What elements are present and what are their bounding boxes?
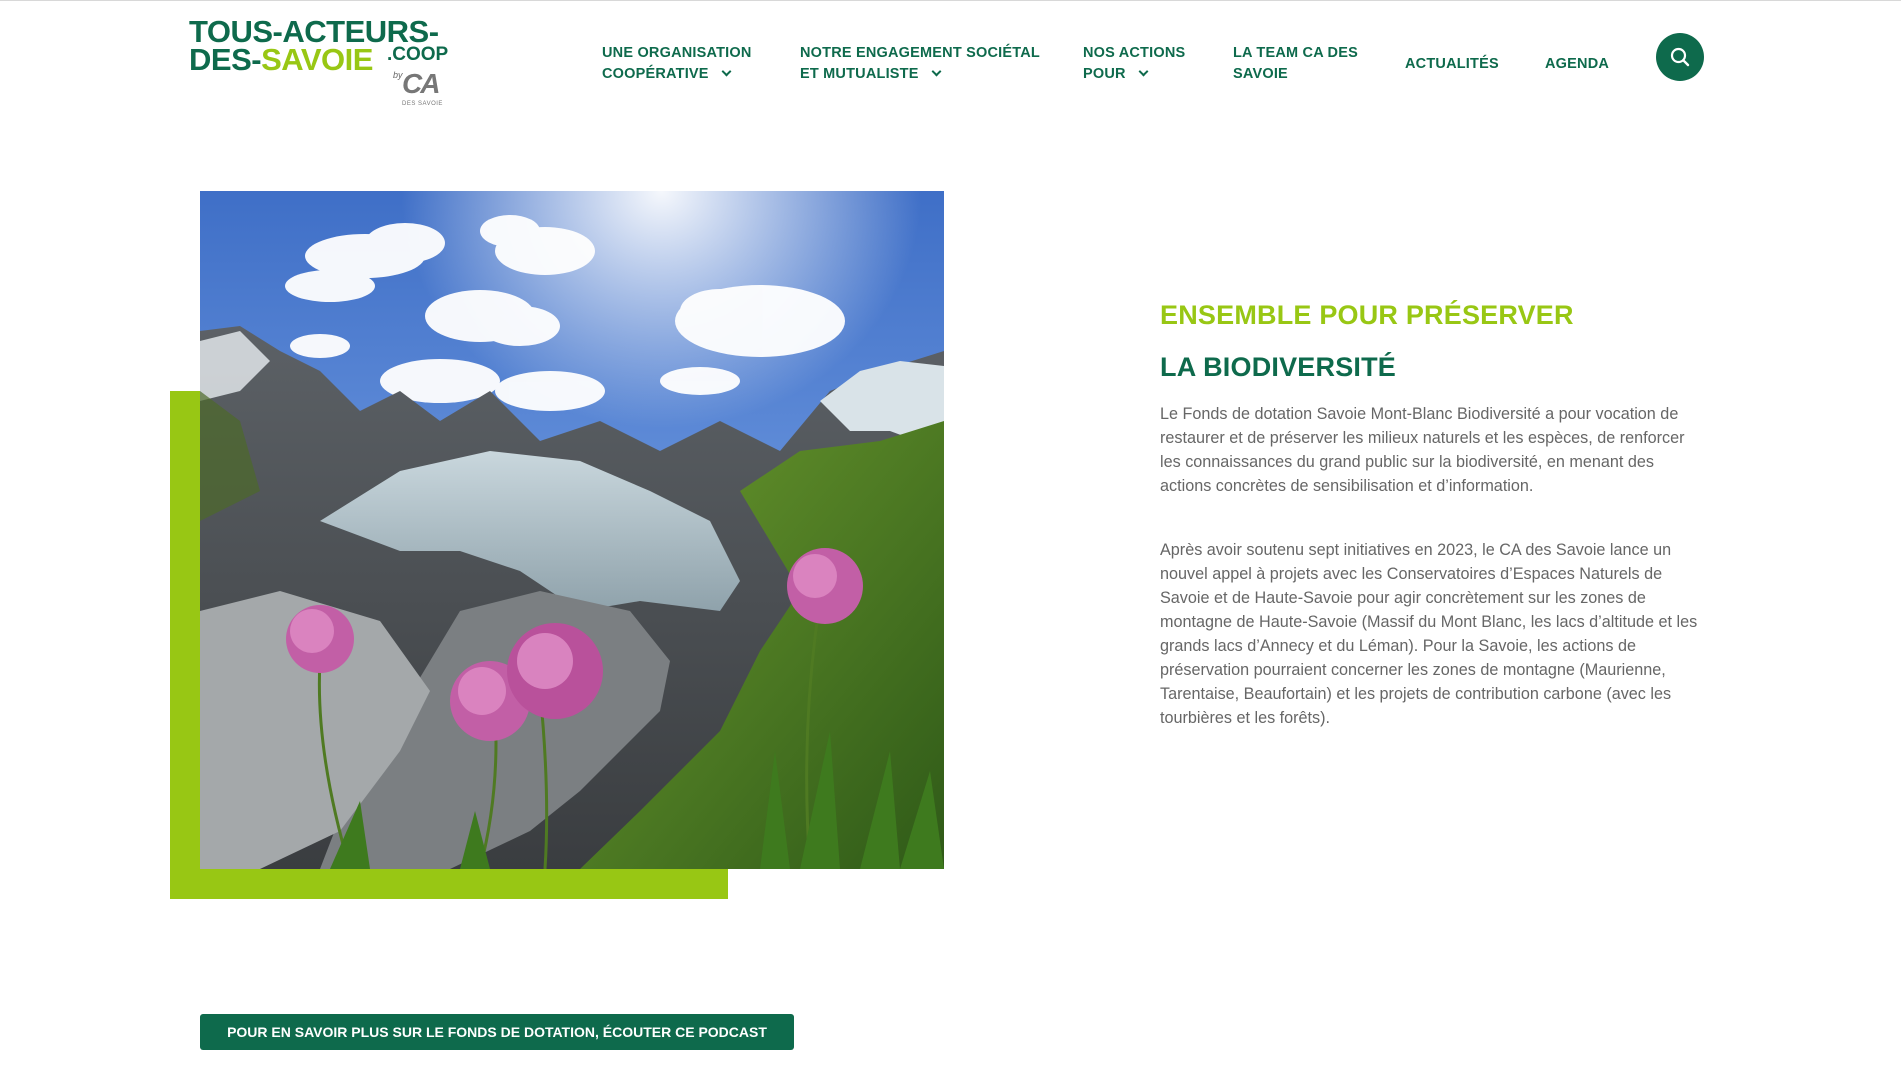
nav-label: AGENDA xyxy=(1545,56,1610,72)
section-heading-dark: LA BIODIVERSITÉ xyxy=(1160,352,1397,382)
logo-coop: .COOP xyxy=(387,44,449,65)
nav-label-line2: COOPÉRATIVE xyxy=(602,66,709,82)
nav-label-line1: NOTRE ENGAGEMENT SOCIÉTAL xyxy=(800,45,1040,61)
chevron-down-icon xyxy=(721,67,731,77)
podcast-cta-button[interactable]: POUR EN SAVOIR PLUS SUR LE FONDS DE DOTATION, ÉCOUTER CE PODCAST xyxy=(200,1014,794,1050)
logo-line-2 xyxy=(189,44,373,75)
glacier-flowers-photo xyxy=(200,191,944,869)
chevron-down-icon xyxy=(931,67,941,77)
logo-subtitle: DES SAVOIE xyxy=(402,101,443,107)
nav-item-team[interactable] xyxy=(1233,43,1358,85)
logo-text-tous: TOUS- xyxy=(189,14,283,49)
nav-item-actions[interactable] xyxy=(1083,43,1185,85)
nav-label-line2: ET MUTUALISTE xyxy=(800,66,919,82)
search-icon xyxy=(1670,47,1690,67)
nav-item-organisation[interactable] xyxy=(602,43,752,85)
nav-label: ACTUALITÉS xyxy=(1405,56,1499,72)
nav-label-line2: POUR xyxy=(1083,66,1126,82)
nav-item-agenda[interactable] xyxy=(1545,54,1609,75)
chevron-down-icon xyxy=(1138,67,1148,77)
ca-logo-mark: CA xyxy=(402,68,439,99)
logo-text-acteurs: ACTEURS- xyxy=(282,14,439,49)
logo-text-savoie: SAVOIE xyxy=(261,42,373,77)
section-heading-light: ENSEMBLE POUR PRÉSERVER xyxy=(1160,300,1574,330)
nav-label-line1: LA TEAM CA DES xyxy=(1233,45,1358,61)
nav-label-line1: NOS ACTIONS xyxy=(1083,45,1186,61)
logo-text-des: DES- xyxy=(189,42,262,77)
body-paragraph-2: Après avoir soutenu sept initiatives en 2023, le CA des Savoie lance un nouvel appel à projets avec les Conservatoires d’Espaces Naturels de Savoie et de Haute-Savoie pour agir concrètement sur les zones de montagne de Haute-Savoie (Massif du Mont Blanc, les lacs d’altitude et les grands lacs d’Annecy et du Léman). Pour la Savoie, les actions de préservation pourraient concerner les zones de montagne (Maurienne, Tarentaise, Beaufortain) et les projets de contribution carbone (avec les tourbières et les forêts). xyxy=(1160,541,1698,727)
nav-item-engagement[interactable] xyxy=(800,43,1040,85)
top-divider xyxy=(0,0,1901,1)
nav-label-line1: UNE ORGANISATION xyxy=(602,45,752,61)
nav-label-line2: SAVOIE xyxy=(1233,66,1288,82)
nav-item-actualites[interactable] xyxy=(1405,54,1499,75)
logo-by: by xyxy=(393,70,403,80)
body-paragraph-1: Le Fonds de dotation Savoie Mont-Blanc Biodiversité a pour vocation de restaurer et de préserver les milieux naturels et les espèces, de renforcer les connaissances du grand public sur la biodiversité, en menant des actions concrètes de sensibilisation et d’information. xyxy=(1160,405,1685,495)
site-logo[interactable] xyxy=(189,16,449,111)
search-button[interactable] xyxy=(1656,33,1704,81)
